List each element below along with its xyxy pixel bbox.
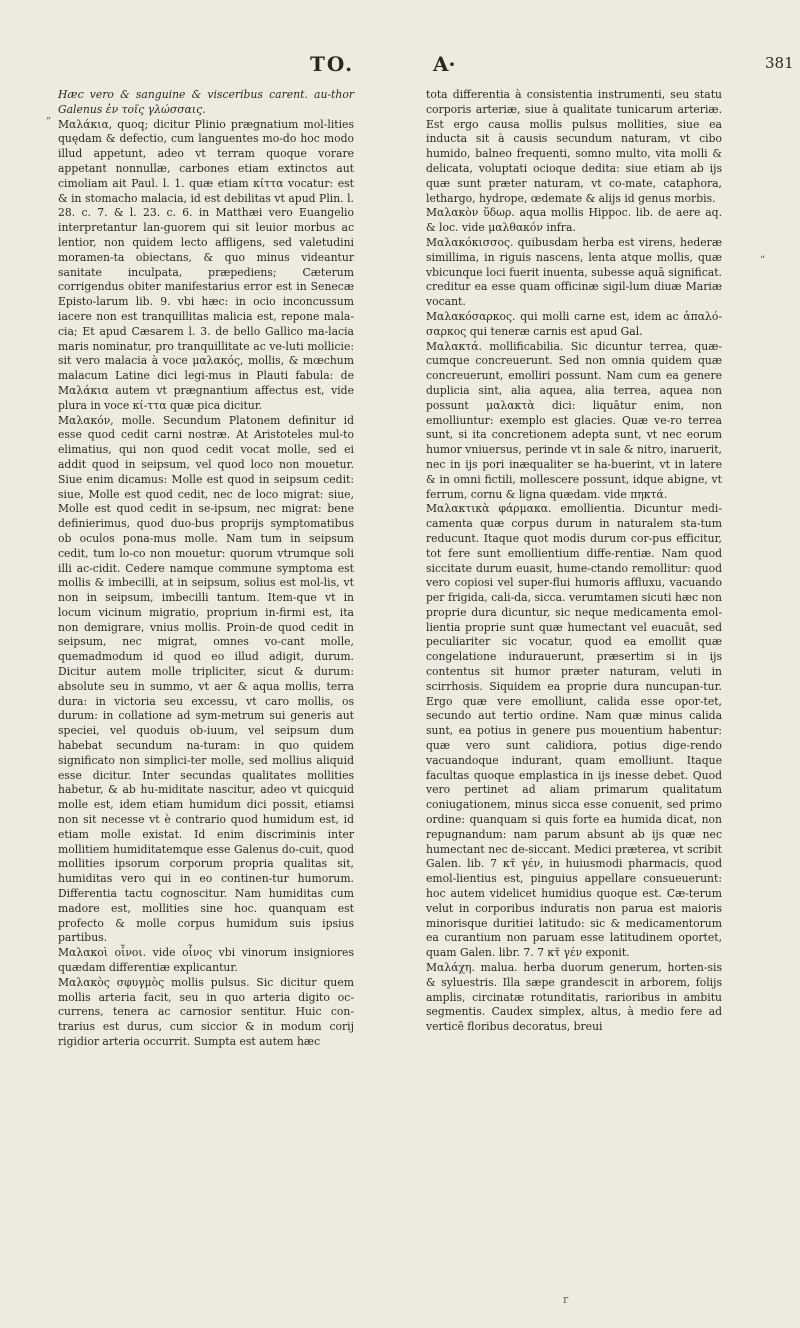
left-column [58, 88, 354, 1050]
paragraph: Μαλακόσαρκος. qui molli carne est, idem ac ἁπαλό-σαρκος qui teneræ carnis est apud Gal. [426, 309, 722, 338]
page-number: 381 [765, 54, 794, 72]
paragraph: tota differentia à consistentia instrumenti, seu statu corporis arteriæ, siue à qualitate tunicarum arteriæ. Est ergo causa mollis pulsus mollities, siue ea inducta sit à causis secundum naturam, vt cibo humido, balneo frequenti, somno multo, vita molli & delicata, voluptati ocioque dedita: siue etiam ab ijs quæ sunt præter naturam, vt co-mate, cataphora, lethargo, hydrope, œdemate & alijs id genus morbis. [426, 88, 722, 205]
header-right-word: A· [433, 52, 456, 76]
paragraph: Μαλακόκισσος. quibusdam herba est virens, hederæ simillima, in riguis nascens, lenta atque mollis, quæ vbicunque loci fuerit inuenta, subesse aquā significat. creditur ea esse quam officinæ sigil-lum diuæ Mariæ vocant. [426, 235, 722, 309]
paragraph: Μαλάχη. malua. herba duorum generum, horten-sis & syluestris. Illa sæpe grandescit in arborem, folijs amplis, circinatæ rotunditatis, rarioribus in ambitu segmentis. Caudex simplex, altus, à medio fere ad verticē floribus decoratus, breui [426, 961, 722, 1034]
paragraph: Μαλακτικὰ φάρμακα. emollientia. Dicuntur medi-camenta quæ corpus durum in naturalem sta-tum reducunt. Itaque quot modis durum cor-pus efficitur, tot fere sunt emollientium diffe-rentiæ. Nam quod siccitate durum euasit, hume-ctando remollitur: quod vero copiosi vel super-flui humoris affluxu, vacuando per frigida, cali-da, sicca. verumtamen sicuti hæc non proprie dura dicuntur, sic neque medicamenta emol-lientia proprie sunt quæ humectant vel euacuāt, sed peculiariter sic vocatur, quod ea emollit quæ congelatione indurauerunt, præsertim si in ijs contentus sit humor præter naturam, veluti in scirrhosis. Siquidem ea proprie dura nuncupan-tur. Ergo quæ vere emolliunt, calida esse opor-tet, secundo aut tertio ordine. Nam quæ minus calida sunt, ea potius in genere pus mouentium habentur: quæ vero sunt calidiora, potius dige-rendo vacuandoque indurant, quam emolliunt. Itaque facultas quoque emplastica in ijs inesse debet. Quod vero pertinet ad aliam primarum qualitatum coniugationem, minus sicca esse conuenit, sed primo ordine: quanquam si quis forte ea humida dicat, non repugnandum: nam parum absunt ab ijs quæ nec humectant nec de-siccant. Medici præterea, vt scribit Galen. lib. 7 κτ̄ γέν, in huiusmodi pharmacis, quod emol-lientius est, pinguius appellare consueuerunt: hoc autem videlicet humidius quoque est. Cæ-terum velut in corporibus induratis non parua est maioris minorisque duritiei latitudo: sic & medicamentorum ea curantium non paruam esse latitudinem oportet, quam Galen. libr. 7. 7 κτ̄ γέν exponit. [426, 502, 722, 960]
footer-mark: r [563, 1293, 569, 1306]
paragraph: Μαλακὸν ὕδωρ. aqua mollis Hippoc. lib. de aere aq. & loc. vide μαλθακόν infra. [426, 206, 722, 235]
paragraph: Μαλακτά. mollificabilia. Sic dicuntur terrea, quæ-cumque concreuerunt. Sed non omnia quidem quæ concreuerunt, emolliri possunt. Nam cum ea genere duplicia sint, alia aquea, alia terrea, aquea non possunt μαλακτὰ dici: liquātur enim, non emolliuntur: exemplo est glacies. Quæ ve-ro terrea sunt, si ita concretionem adepta sunt, vt nec eorum humor vniuersus, perinde vt in sale & nitro, inaruerit, nec in ijs pori inæqualiter se ha-buerint, vt in latere & in omni fictili, mollescere possunt, idque abigne, vt ferrum, cornu & ligna quædam. vide πηκτά. [426, 339, 722, 501]
paragraph: Μαλακὸς σφυγμὸς mollis pulsus. Sic dicitur quem mollis arteria facit, seu in quo arteria digito oc-currens, tenera ac carnosior sentitur. Huic con-trarius est durus, cum siccior & in modum corij rigidior arteria occurrit. Sumpta est autem hæc [58, 975, 354, 1048]
paragraph: Μαλακοὶ οἶνοι. vide οἶνος vbi vinorum insigniores quædam differentiæ explicantur. [58, 946, 354, 975]
right-margin-quote: “ [760, 255, 766, 266]
paragraph: Μαλάκια, quoq; dicitur Plinio prægnatium mol-lities quędam & defectio, cum languentes mo-do hoc modo illud appetunt, adeo vt terram quoque vorare appetant nonnullæ, carbones etiam extinctos aut cimoliam ait Paul. l. 1. quæ etiam κίττα vocatur: est & in stomacho malacia, id est debilitas vt apud Plin. l. 28. c. 7. & l. 23. c. 6. in Matthæi vero Euangelio interpretantur lan-guorem qui sit leuior morbus ac lentior, non quidem lecto affligens, sed valetudini moramen-ta obiectans, & quo minus videantur sanitate inculpata, præpediens; Cæterum corrigendus obiter manifestarius error est in Senecæ Episto-larum lib. 9. vbi hæc: in ocio inconcussum iacere non est tranquillitas malicia est, repone mala-cia; Et apud Cæsarem l. 3. de bello Gallico ma-lacia maris nominatur, pro tranquillitate ac ve-luti mollicie: sit vero malacia à voce μαλακός, mollis, & mœchum malacum Latine dici legi-mus in Plauti fabula: de Μαλάκια autem vt prægnantium affectus est, vide plura in voce κί-ττα quæ pica dicitur. [58, 117, 354, 412]
right-column [426, 88, 722, 1035]
paragraph: Μαλακόν, molle. Secundum Platonem definitur id esse quod cedit carni nostræ. At Aristoteles mul-to elimatius, qui non quod cedit vocat molle, sed ei addit quod in seipsum, vel quod loco non mouetur. Siue enim dicamus: Molle est quod in seipsum cedit: siue, Molle est quod cedit, nec de loco migrat: siue, Molle est quod cedit in se-ipsum, nec migrat: bene definierimus, quod duo-bus proprijs symptomatibus ob oculos pona-mus molle. Nam tum in seipsum cedit, tum lo-co non mouetur: quorum vtrumque soli illi ac-cidit. Cedere namque commune symptoma est mollis & imbecilli, at in seipsum, solius est mol-lis, vt non in seipsum, imbecilli tantum. Item-que vt in locum vicinum migratio, proprium in-firmi est, ita non demigrare, vnius mollis. Proin-de quod cedit in seipsum, nec migrat, omnes vo-cant molle, quemadmodum id quod eo illud adigit, durum. Dicitur autem molle tripliciter, sicut & durum: absolute seu in summo, vt aer & aqua mollis, terra dura: in victoria seu excessu, vt caro mollis, os durum: in collatione ad sym-metrum sui generis aut speciei, vel quoduis ob-iuum, vel seipsum dum habebat secundum na-turam: in quo quidem significato non simplici-ter molle, sed mollius aliquid esse dicitur. Inter secundas qualitates mollities habetur, & ab hu-miditate nascitur, adeo vt quicquid molle est, idem etiam humidum dici possit, etiamsi non sit necesse vt è contrario quod humidum est, id etiam molle existat. Id enim discriminis inter mollitiem humiditatemque esse Galenus do-cuit, quod mollities ipsorum corporum propria qualitas sit, humiditas vero qui in eo continen-tur humorum. Differentia tactu cognoscitur. Nam humiditas cum madore est, mollities sine hoc. quanquam est profecto & molle corpus humidum suis ipsius partibus. [58, 413, 354, 945]
left-margin-quote: „ [46, 110, 52, 121]
paragraph: Hæc vero & sanguine & visceribus carent. au-thor Galenus ἐν τοῖς γλώσσαις. [58, 88, 354, 116]
header-left-word: TO. [310, 52, 355, 76]
running-header [0, 52, 800, 86]
